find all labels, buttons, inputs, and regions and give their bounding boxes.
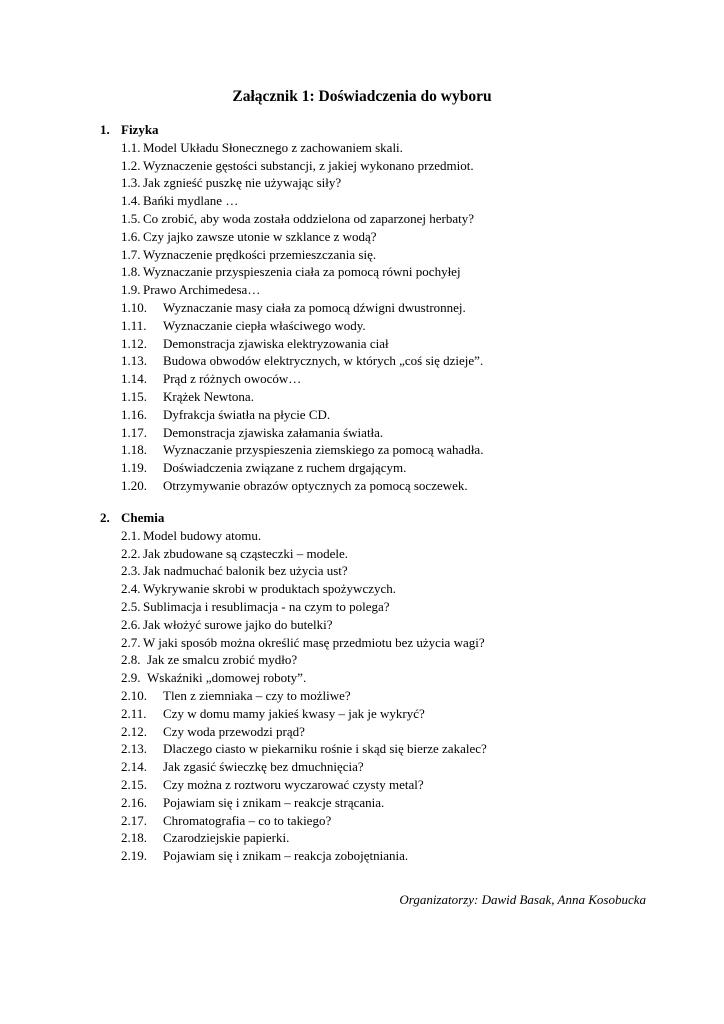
item-number: 1.8. xyxy=(121,264,141,280)
list-item xyxy=(121,562,348,580)
list-item xyxy=(121,669,306,687)
item-text: Demonstracja zjawiska załamania światła. xyxy=(163,424,384,440)
item-number: 2.4. xyxy=(121,581,141,597)
item-number: 1.10. xyxy=(121,300,147,315)
item-text: Otrzymywanie obrazów optycznych za pomocą soczewek. xyxy=(163,478,468,493)
list-item xyxy=(121,651,297,669)
item-number: 2.9. xyxy=(121,670,141,686)
item-text: Jak zbudowane są cząsteczki – modele. xyxy=(143,545,349,561)
item-number: 2.10. xyxy=(121,688,147,703)
item-number: 1.11. xyxy=(121,317,147,333)
list-item xyxy=(121,370,301,388)
page-title: Załącznik 1: Doświadczenia do wyboru xyxy=(232,88,492,105)
item-number: 2.1. xyxy=(121,527,141,543)
item-text: Czy w domu mamy jakieś kwasy – jak je wykryć? xyxy=(163,705,425,721)
item-text: Jak zgasić świeczkę bez dmuchnięcia? xyxy=(163,759,364,775)
item-text: Prąd z różnych owoców… xyxy=(163,371,302,387)
item-text: Co zrobić, aby woda została oddzielona od zaparzonej herbaty? xyxy=(143,211,474,226)
item-text: Wyznaczenie prędkości przemieszczania się. xyxy=(143,246,377,262)
list-item xyxy=(121,776,424,794)
item-number: 1.3. xyxy=(121,175,141,191)
item-number: 1.2. xyxy=(121,157,141,173)
item-number: 1.15. xyxy=(121,389,147,404)
list-item xyxy=(121,424,383,442)
list-item xyxy=(121,705,425,723)
list-item xyxy=(121,794,384,812)
item-number: 1.4. xyxy=(121,193,141,209)
list-item xyxy=(121,459,406,477)
list-item xyxy=(121,477,468,495)
item-number: 2.14. xyxy=(121,759,147,775)
item-text: Czarodziejskie papierki. xyxy=(163,830,290,846)
list-item xyxy=(121,352,483,370)
item-number: 2.2. xyxy=(121,545,141,561)
item-number: 2.16. xyxy=(121,794,147,810)
list-item xyxy=(121,192,238,210)
list-item xyxy=(121,299,466,317)
section-heading xyxy=(100,509,164,527)
item-number: 2.8. xyxy=(121,652,141,668)
item-number: 2.11. xyxy=(121,705,147,721)
item-text: Model Układu Słonecznego z zachowaniem skali. xyxy=(143,139,403,155)
item-text: Tlen z ziemniaka – czy to możliwe? xyxy=(163,688,351,703)
list-item xyxy=(121,263,461,281)
item-text: Budowa obwodów elektrycznych, w których „coś się dzieje”. xyxy=(163,353,484,369)
list-item xyxy=(121,723,305,741)
list-item xyxy=(121,812,331,830)
item-number: 2.12. xyxy=(121,723,147,739)
item-text: Bańki mydlane … xyxy=(143,193,239,209)
item-text: Jak nadmuchać balonik bez użycia ust? xyxy=(143,563,348,579)
list-item xyxy=(121,740,487,758)
item-text: Jak ze smalcu zrobić mydło? xyxy=(147,652,298,668)
item-text: Wyznaczanie przyspieszenia ziemskiego za pomocą wahadła. xyxy=(163,442,484,458)
item-text: Model budowy atomu. xyxy=(143,527,262,543)
list-item xyxy=(121,246,376,264)
section-number: 1. xyxy=(100,122,110,137)
list-item xyxy=(121,406,330,424)
item-number: 1.9. xyxy=(121,282,141,298)
item-text: Dyfrakcja światła na płycie CD. xyxy=(163,406,331,422)
item-text: Dlaczego ciasto w piekarniku rośnie i skąd się bierze zakalec? xyxy=(163,741,487,757)
item-number: 1.16. xyxy=(121,406,147,422)
item-text: Wyznaczanie przyspieszenia ciała za pomocą równi pochyłej xyxy=(143,264,461,280)
item-text: Pojawiam się i znikam – reakcja zobojętniania. xyxy=(163,848,409,864)
item-number: 2.13. xyxy=(121,741,147,757)
item-number: 2.3. xyxy=(121,563,141,579)
section-name: Fizyka xyxy=(121,122,159,137)
item-number: 2.15. xyxy=(121,777,147,792)
list-item xyxy=(121,441,483,459)
item-text: Czy można z roztworu wyczarować czysty metal? xyxy=(163,777,424,792)
item-number: 1.13. xyxy=(121,353,147,369)
item-text: Prawo Archimedesa… xyxy=(143,282,261,298)
item-number: 1.5. xyxy=(121,211,141,226)
item-number: 1.20. xyxy=(121,478,147,493)
item-text: Wyznaczanie ciepła właściwego wody. xyxy=(163,317,366,333)
item-number: 2.6. xyxy=(121,616,141,632)
section-number: 2. xyxy=(100,510,110,525)
item-text: Krążek Newtona. xyxy=(163,389,254,404)
list-item xyxy=(121,317,366,335)
item-text: Czy woda przewodzi prąd? xyxy=(163,723,305,739)
list-item xyxy=(121,228,377,246)
item-number: 2.19. xyxy=(121,848,147,864)
item-number: 1.19. xyxy=(121,460,147,476)
section-heading xyxy=(100,121,159,139)
list-item xyxy=(121,580,396,598)
item-text: Wyznaczenie gęstości substancji, z jakiej wykonano przedmiot. xyxy=(143,157,474,173)
list-item xyxy=(121,758,364,776)
item-number: 1.1. xyxy=(121,139,141,155)
list-item xyxy=(121,174,341,192)
list-item xyxy=(121,335,389,353)
item-number: 1.6. xyxy=(121,228,141,244)
item-text: Wyznaczanie masy ciała za pomocą dźwigni dwustronnej. xyxy=(163,300,466,315)
section-name: Chemia xyxy=(121,510,165,525)
item-number: 1.14. xyxy=(121,371,147,387)
list-item xyxy=(121,634,485,652)
list-item xyxy=(121,388,254,406)
list-item xyxy=(121,847,408,865)
list-item xyxy=(121,829,289,847)
item-text: Wskaźniki „domowej roboty”. xyxy=(147,670,307,686)
list-item xyxy=(121,157,474,175)
item-text: Sublimacja i resublimacja - na czym to polega? xyxy=(143,599,390,614)
item-text: Czy jajko zawsze utonie w szklance z wodą? xyxy=(143,228,377,244)
item-number: 1.18. xyxy=(121,442,147,458)
organizers-note: Organizatorzy: Dawid Basak, Anna Kosobucka xyxy=(399,892,646,907)
list-item xyxy=(121,527,261,545)
list-item xyxy=(121,210,474,228)
list-item xyxy=(121,139,403,157)
item-text: Wykrywanie skrobi w produktach spożywczych. xyxy=(143,581,397,597)
item-number: 2.18. xyxy=(121,830,147,846)
list-item xyxy=(121,616,333,634)
item-number: 2.17. xyxy=(121,812,147,828)
item-text: Jak włożyć surowe jajko do butelki? xyxy=(143,616,333,632)
item-text: Jak zgnieść puszkę nie używając siły? xyxy=(143,175,342,191)
item-number: 1.12. xyxy=(121,335,147,351)
item-number: 2.7. xyxy=(121,634,141,650)
item-number: 1.17. xyxy=(121,424,147,440)
item-number: 2.5. xyxy=(121,599,141,614)
item-text: Pojawiam się i znikam – reakcje strącania. xyxy=(163,794,385,810)
item-text: Demonstracja zjawiska elektryzowania ciał xyxy=(163,335,389,351)
list-item xyxy=(121,687,351,705)
item-number: 1.7. xyxy=(121,246,141,262)
item-text: W jaki sposób można określić masę przedmiotu bez użycia wagi? xyxy=(143,634,485,650)
list-item xyxy=(121,598,390,616)
item-text: Doświadczenia związane z ruchem drgającym. xyxy=(163,460,407,476)
item-text: Chromatografia – co to takiego? xyxy=(163,812,332,828)
list-item xyxy=(121,545,348,563)
list-item xyxy=(121,281,260,299)
